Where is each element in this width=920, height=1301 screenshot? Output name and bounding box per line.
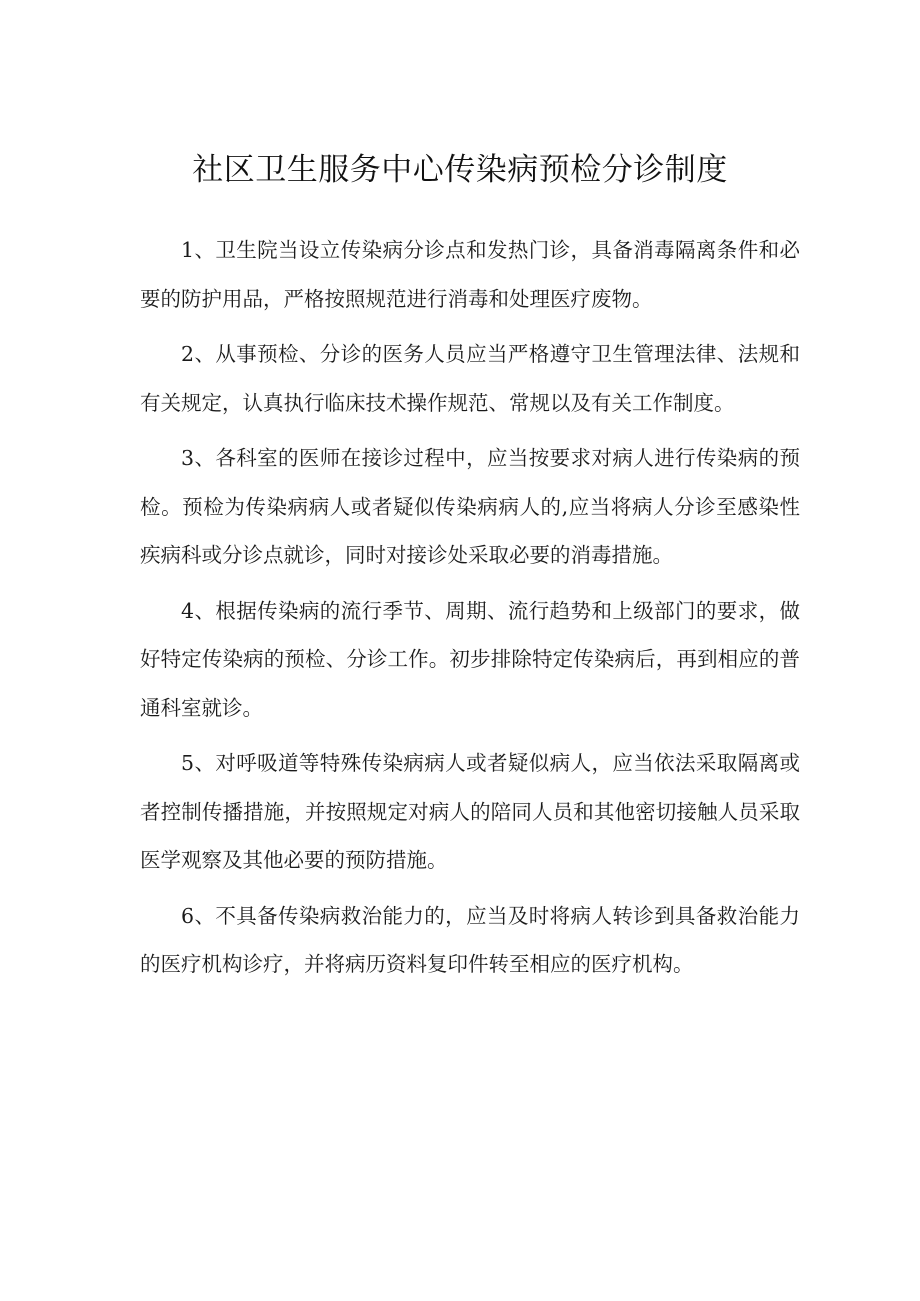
paragraph-5: 5、对呼吸道等特殊传染病病人或者疑似病人，应当依法采取隔离或者控制传播措施，并按照规定对病人的陪同人员和其他密切接触人员采取医学观察及其他必要的预防措施。 — [140, 751, 800, 872]
paragraph-4: 4、根据传染病的流行季节、周期、流行趋势和上级部门的要求，做好特定传染病的预检、分诊工作。初步排除特定传染病后，再到相应的普通科室就诊。 — [140, 598, 800, 720]
document-body — [140, 226, 800, 996]
paragraph-6: 6、不具备传染病救治能力的，应当及时将病人转诊到具备救治能力的医疗机构诊疗，并将病历资料复印件转至相应的医疗机构。 — [140, 903, 800, 976]
paragraph-1: 1、卫生院当设立传染病分诊点和发热门诊，具备消毒隔离条件和必要的防护用品，严格按照规范进行消毒和处理医疗废物。 — [140, 238, 800, 311]
paragraph-3: 3、各科室的医师在接诊过程中，应当按要求对病人进行传染病的预检。预检为传染病病人或者疑似传染病病人的,应当将病人分诊至感染性疾病科或分诊点就诊，同时对接诊处采取必要的消毒措施。 — [140, 446, 800, 567]
document-title: 社区卫生服务中心传染病预检分诊制度 — [192, 152, 728, 188]
paragraph-2: 2、从事预检、分诊的医务人员应当严格遵守卫生管理法律、法规和有关规定，认真执行临床技术操作规范、常规以及有关工作制度。 — [140, 342, 800, 415]
